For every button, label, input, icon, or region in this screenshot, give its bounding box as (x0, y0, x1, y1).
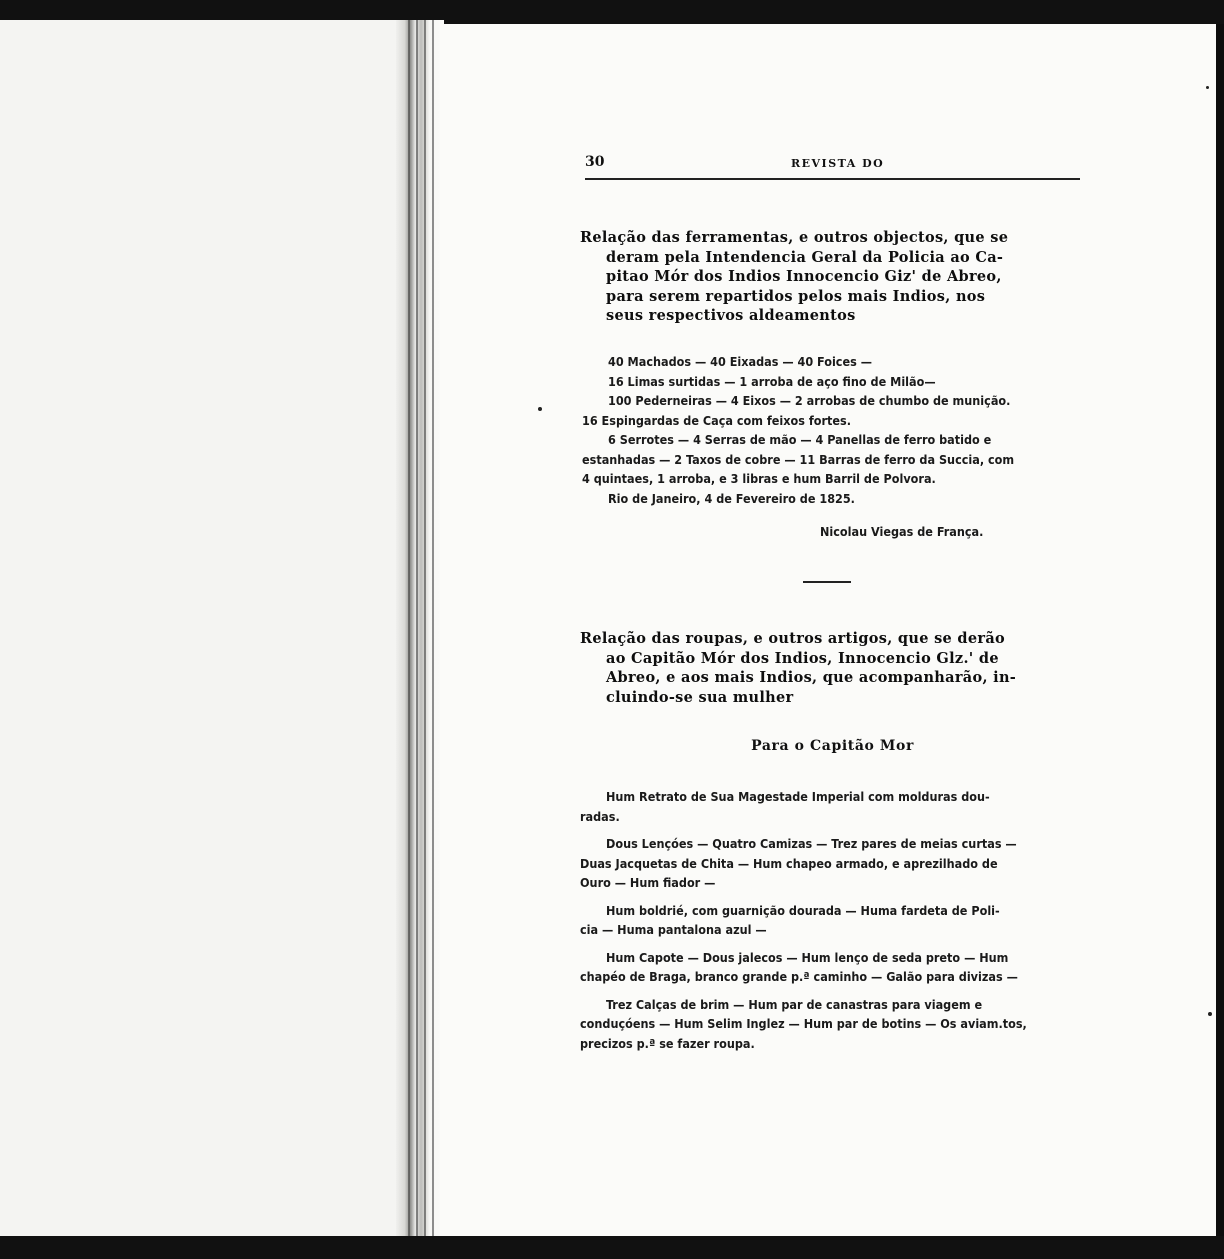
body-line: 40 Machados — 40 Eixadas — 40 Foices — (608, 354, 872, 369)
page-number: 30 (585, 154, 605, 170)
body-line: 16 Limas surtidas — 1 arroba de aço fino de Milão— (608, 373, 936, 389)
heading-line: pitao Mór dos Indios Innocencio Giz' de Abreo, (606, 268, 1002, 285)
body-line: precizos p.ª se fazer roupa. (580, 1035, 755, 1051)
body-line: Hum Capote — Dous jalecos — Hum lenço de seda preto — Hum (606, 949, 1009, 965)
running-header (585, 150, 1080, 180)
body-line: 4 quintaes, 1 arroba, e 3 libras e hum Barril de Polvora. (582, 471, 936, 486)
section1-body (582, 352, 1080, 508)
body-line: Dous Lençóes — Quatro Camizas — Trez pares de meias curtas — (606, 836, 1017, 851)
body-line: radas. (580, 808, 620, 824)
left-page-blank (0, 20, 410, 1236)
body-line: Trez Calças de brim — Hum par de canastras para viagem e (606, 996, 983, 1012)
body-line: Duas Jacquetas de Chita — Hum chapeo armado, e aprezilhado de (580, 855, 998, 871)
body-line: Hum Retrato de Sua Magestade Imperial com molduras dou- (606, 789, 990, 804)
paragraph (580, 834, 1080, 893)
body-line: 16 Espingardas de Caça com feixos fortes. (582, 412, 851, 428)
scan-bottom-border (0, 1236, 1224, 1259)
paragraph (580, 948, 1080, 987)
body-line: 100 Pederneiras — 4 Eixos — 2 arrobas de chumbo de munição. (608, 393, 1011, 408)
body-line: Rio de Janeiro, 4 de Fevereiro de 1825. (608, 490, 855, 506)
body-line: 6 Serrotes — 4 Serras de mão — 4 Panellas de ferro batido e (608, 432, 992, 447)
section2-body (580, 787, 1080, 1061)
heading-line: Abreo, e aos mais Indios, que acompanharão, in- (606, 669, 1017, 686)
body-line: chapéo de Braga, branco grande p.ª caminho — Galão para divizas — (580, 969, 1018, 984)
heading-line: seus respectivos aldeamentos (606, 307, 856, 324)
header-rule (585, 178, 1080, 180)
ink-speck (538, 407, 542, 411)
body-line: conduçóens — Hum Selim Inglez — Hum par de botins — Os aviam.tos, (580, 1016, 1027, 1031)
paragraph (580, 787, 1080, 826)
signature: Nicolau Viegas de França. (820, 524, 984, 539)
heading-line: cluindo-se sua mulher (606, 688, 794, 706)
heading-line: Relação das roupas, e outros artigos, que se derão (580, 630, 1005, 647)
heading-line: deram pela Intendencia Geral da Policia ao Ca- (606, 248, 1004, 266)
body-line: estanhadas — 2 Taxos de cobre — 11 Barras de ferro da Succia, com (582, 451, 1015, 467)
heading-line: para serem repartidos pelos mais Indios, nos (606, 287, 986, 305)
subheading: Para o Capitão Mor (751, 738, 914, 754)
running-title: REVISTA DO (791, 157, 885, 170)
scan-right-border (1216, 24, 1224, 1236)
heading-line: Relação das ferramentas, e outros objectos, que se (580, 229, 1009, 246)
section-separator (803, 581, 851, 583)
book-gutter (396, 20, 444, 1236)
body-line: Hum boldrié, com guarnição dourada — Huma fardeta de Poli- (606, 902, 1000, 918)
heading-line: ao Capitão Mór dos Indios, Innocencio Glz.' de (606, 649, 999, 667)
paragraph (580, 995, 1080, 1054)
ink-speck (1206, 86, 1209, 89)
body-line: Ouro — Hum fiador — (580, 875, 716, 890)
section1-heading (580, 228, 1080, 326)
ink-speck (1208, 1012, 1212, 1016)
body-line: cia — Huma pantalona azul — (580, 922, 767, 937)
section2-heading (580, 629, 1080, 707)
paragraph (580, 901, 1080, 940)
